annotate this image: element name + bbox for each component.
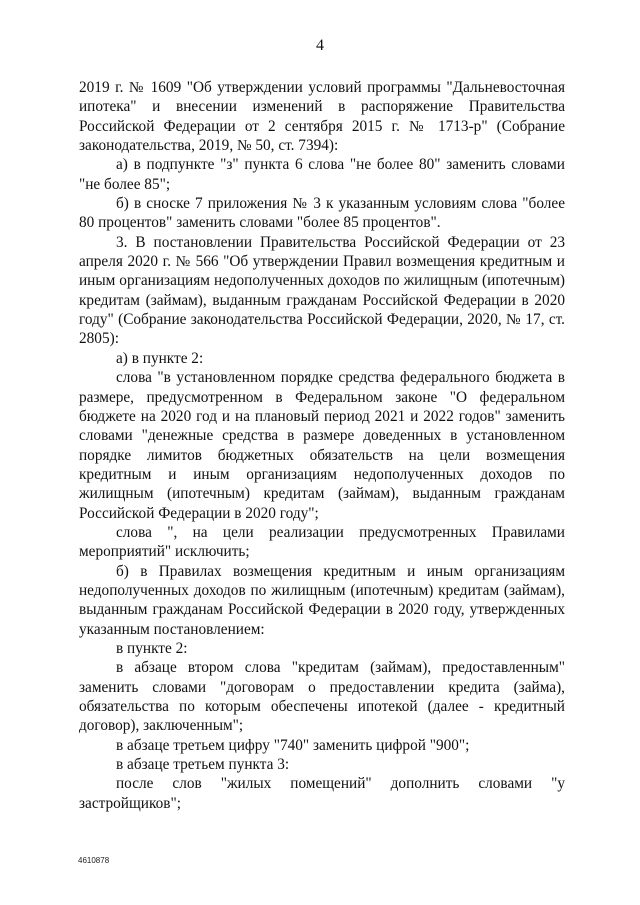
paragraph-1: 2019 г. № 1609 "Об утверждении условий программы "Дальневосточная ипотека" и внесении изменений в распоряжение Правительства Российской Федерации от 2 сентября 2015 г. № 1713-р" (Собрание законодательства, 2019, № 50, ст. 7394): [79, 79, 565, 155]
paragraph-3: б) в сноске 7 приложения № 3 к указанным условиям слова "более 80 процентов" заменить словами "более 85 процентов". [79, 195, 565, 232]
paragraph-12: в абзаце третьем пункта 3: [116, 756, 290, 774]
paragraph-9: в пункте 2: [116, 639, 188, 657]
paragraph-11: в абзаце третьем цифру "740" заменить цифрой "900"; [116, 736, 470, 754]
document-body [79, 78, 565, 813]
paragraph-10: в абзаце втором слова "кредитам (займам), предоставленным" заменить словами "договорам о предоставлении кредита (займа), обязательства по которым обеспечены ипотекой (далее - кредитный договор), заключенным"; [79, 659, 565, 735]
paragraph-4: 3. В постановлении Правительства Российской Федерации от 23 апреля 2020 г. № 566 "Об утверждении Правил возмещения кредитным и иным организациям недополученных доходов по жилищным (ипотечным) кредитам (займам), выданным гражданам Российской Федерации в 2020 году" (Собрание законодательства Российской Федерации, 2020, № 17, ст. 2805): [79, 233, 565, 348]
paragraph-13: после слов "жилых помещений" дополнить словами "у застройщиков"; [79, 775, 565, 812]
paragraph-8: б) в Правилах возмещения кредитным и иным организациям недополученных доходов по жилищным (ипотечным) кредитам (займам), выданным гражданам Российской Федерации в 2020 году, утвержденных указанным постановлением: [79, 562, 565, 638]
page-number: 4 [316, 37, 324, 54]
paragraph-5: а) в пункте 2: [116, 349, 204, 367]
paragraph-7: слова ", на цели реализации предусмотренных Правилами мероприятий" исключить; [79, 523, 565, 561]
paragraph-2: а) в подпункте "з" пункта 6 слова "не более 80" заменить словами "не более 85"; [79, 156, 565, 193]
document-code: 4610878 [78, 856, 110, 865]
paragraph-6: слова "в установленном порядке средства федерального бюджета в размере, предусмотренном в Федеральном законе "О федеральном бюджете на 2020 год и на плановый период 2021 и 2022 годов" заменить словами "денежные средства в размере доведенных в установленном порядке лимитов бюджетных обязательств на цели возмещения кредитным и иным организациям недополученных доходов по жилищным (ипотечным) кредитам (займам), выданным гражданам Российской Федерации в 2020 году"; [79, 369, 565, 522]
